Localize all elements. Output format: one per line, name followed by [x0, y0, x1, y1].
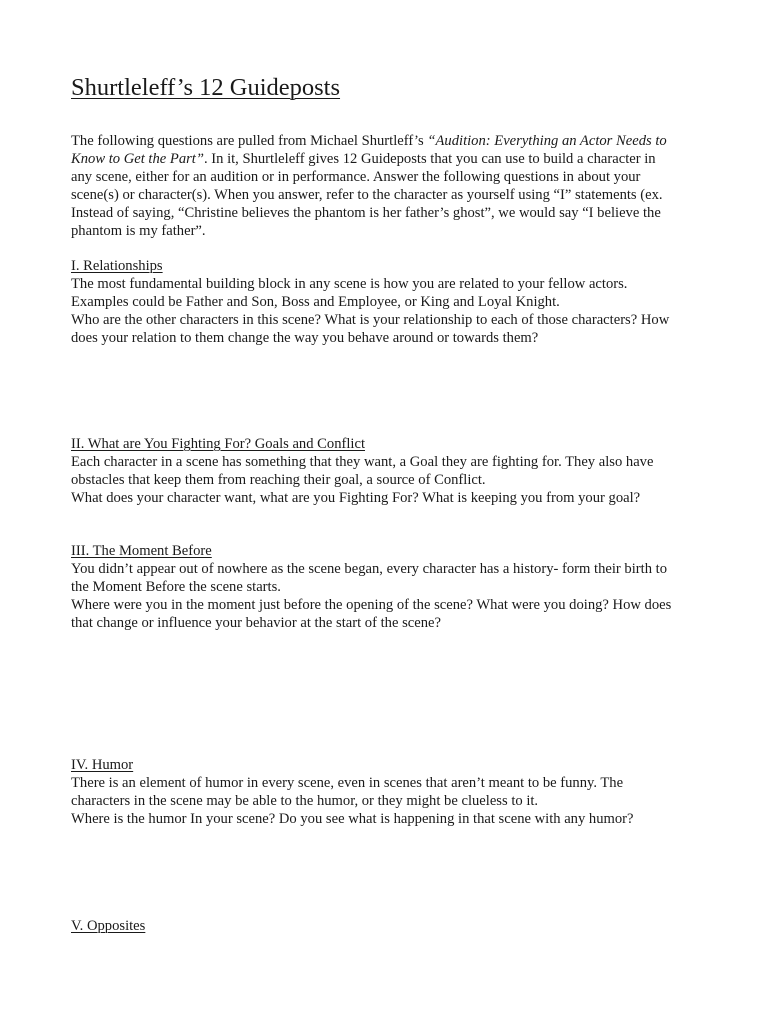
intro-line — [71, 151, 711, 169]
document-title: Shurtleleff’s 12 Guideposts — [71, 74, 341, 101]
section-heading: II. What are You Fighting For? Goals and Conflict — [71, 436, 366, 452]
section-line: Where is the humor In your scene? Do you see what is happening in that scene with any humor? — [71, 810, 634, 827]
intro-line: any scene, either for an audition or in performance. Answer the following questions in about your — [71, 168, 641, 185]
section-line: Each character in a scene has something that they want, a Goal they are fighting for. They also have — [71, 453, 654, 470]
section-line: Where were you in the moment just before the opening of the scene? What were you doing? How does — [71, 596, 672, 613]
intro-text: The following questions are pulled from Michael Shurtleff’s — [71, 133, 428, 149]
section-heading: I. Relationships — [71, 258, 163, 274]
section-humor — [71, 757, 711, 829]
book-title-italic: “Audition: Everything an Actor Needs to — [427, 133, 667, 149]
intro-line: scene(s) or character(s). When you answer, refer to the character as yourself using “I” statements (ex. — [71, 186, 663, 203]
section-line: characters in the scene may be able to the humor, or they might be clueless to it. — [71, 792, 539, 809]
section-line: The most fundamental building block in any scene is how you are related to your fellow actors. — [71, 275, 628, 292]
section-line: There is an element of humor in every scene, even in scenes that aren’t meant to be funny. The — [71, 774, 624, 791]
section-line: You didn’t appear out of nowhere as the scene began, every character has a history- form their birth to — [71, 560, 667, 577]
section-heading: V. Opposites — [71, 918, 146, 934]
section-line: obstacles that keep them from reaching their goal, a source of Conflict. — [71, 471, 486, 488]
section-heading: IV. Humor — [71, 757, 134, 773]
section-relationships — [71, 258, 711, 348]
section-heading: III. The Moment Before — [71, 543, 212, 559]
intro-line: phantom is my father”. — [71, 222, 206, 239]
section-moment-before — [71, 543, 711, 633]
section-line: What does your character want, what are you Fighting For? What is keeping you from your goal? — [71, 489, 641, 506]
section-goals-conflict — [71, 436, 711, 508]
book-title-italic: Know to Get the Part” — [71, 150, 204, 167]
section-line: Who are the other characters in this scene? What is your relationship to each of those characters? How — [71, 311, 670, 328]
section-opposites — [71, 918, 711, 936]
section-line: does your relation to them change the way you behave around or towards them? — [71, 329, 539, 346]
section-line: that change or influence your behavior at the start of the scene? — [71, 614, 441, 631]
section-line: the Moment Before the scene starts. — [71, 578, 281, 595]
section-line: Examples could be Father and Son, Boss and Employee, or King and Loyal Knight. — [71, 293, 560, 310]
intro-line — [71, 133, 711, 151]
intro-paragraph — [71, 133, 711, 240]
intro-line: Instead of saying, “Christine believes the phantom is her father’s ghost”, we would say “I believe the — [71, 204, 661, 221]
intro-text: . In it, Shurtleleff gives 12 Guideposts that you can use to build a character in — [203, 150, 656, 167]
